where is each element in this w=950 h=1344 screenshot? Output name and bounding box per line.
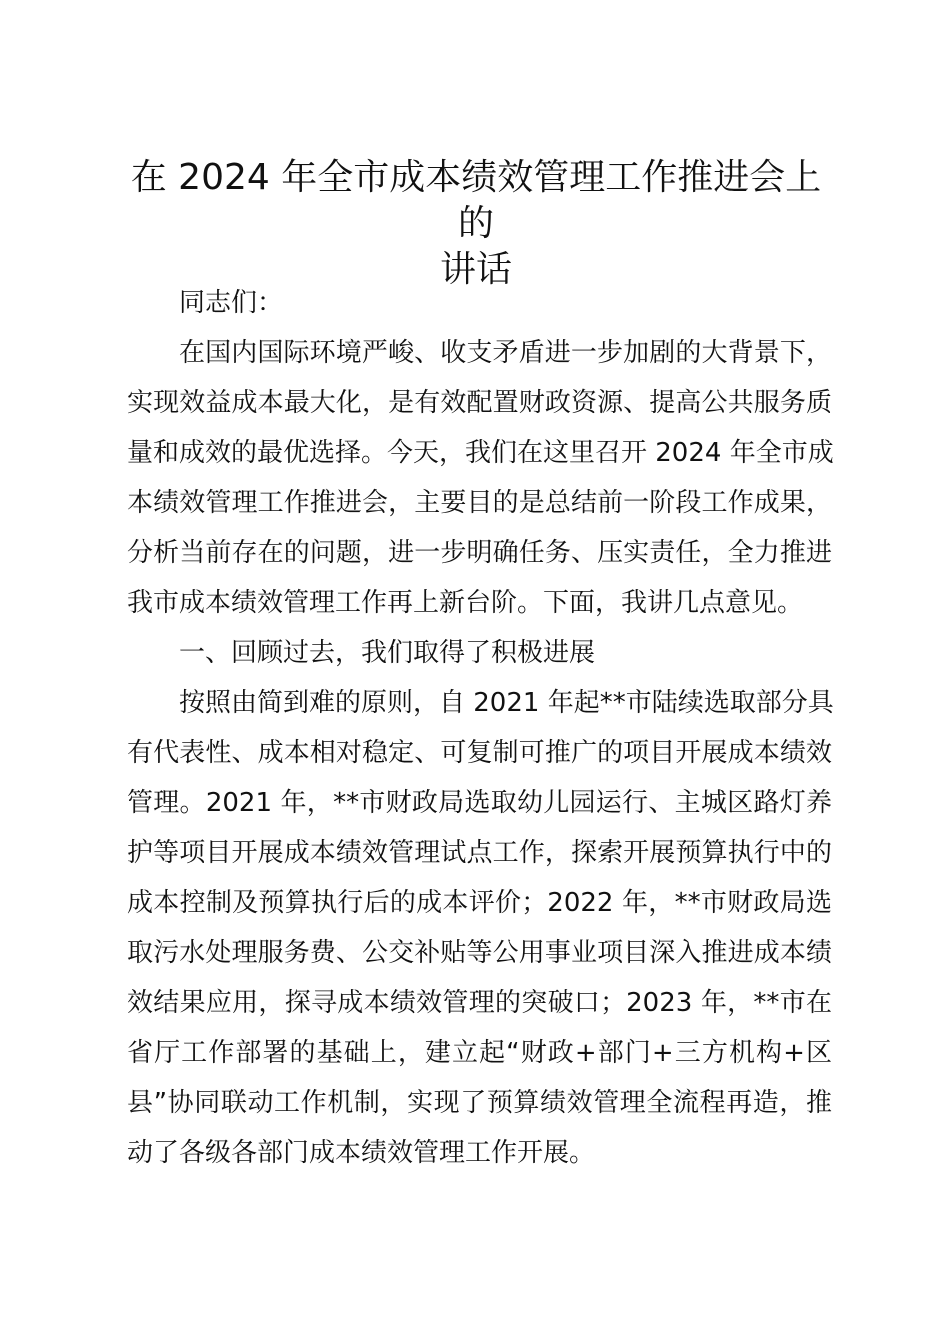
paragraph-line: 按照由简到难的原则，自 2021 年起**市陆续选取部分具 (179, 688, 834, 718)
paragraph-line: 效结果应用，探寻成本绩效管理的突破口；2023 年，**市在 (127, 988, 832, 1018)
title-line: 讲话 (439, 249, 512, 290)
paragraph-line: 本绩效管理工作推进会，主要目的是总结前一阶段工作成果， (127, 488, 832, 518)
paragraph-line: 在国内国际环境严峻、收支矛盾进一步加剧的大背景下， (179, 338, 832, 368)
paragraph-line: 省厅工作部署的基础上，建立起“财政+部门+三方机构+区 (127, 1038, 832, 1068)
document-body (127, 278, 832, 1178)
salutation: 同志们： (179, 288, 284, 318)
paragraph-line: 护等项目开展成本绩效管理试点工作，探索开展预算执行中的 (127, 838, 832, 868)
paragraph-line: 我市成本绩效管理工作再上新台阶。下面，我讲几点意见。 (127, 588, 804, 618)
paragraph-line: 分析当前存在的问题，进一步明确任务、压实责任，全力推进 (127, 538, 832, 568)
document-title (120, 155, 832, 293)
paragraph-line: 取污水处理服务费、公交补贴等公用事业项目深入推进成本绩 (127, 938, 832, 968)
paragraph-line: 县”协同联动工作机制，实现了预算绩效管理全流程再造，推 (127, 1088, 832, 1118)
paragraph-line: 实现效益成本最大化，是有效配置财政资源、提高公共服务质 (127, 388, 832, 418)
title-line: 在 2024 年全市成本绩效管理工作推进会上的 (130, 157, 822, 244)
paragraph-line: 动了各级各部门成本绩效管理工作开展。 (127, 1138, 596, 1168)
paragraph-line: 有代表性、成本相对稳定、可复制可推广的项目开展成本绩效 (127, 738, 832, 768)
section-heading: 一、回顾过去，我们取得了积极进展 (179, 638, 596, 668)
paragraph-line: 量和成效的最优选择。今天，我们在这里召开 2024 年全市成 (127, 438, 834, 468)
paragraph-line: 管理。2021 年，**市财政局选取幼儿园运行、主城区路灯养 (127, 788, 832, 818)
paragraph-line: 成本控制及预算执行后的成本评价；2022 年，**市财政局选 (127, 888, 832, 918)
